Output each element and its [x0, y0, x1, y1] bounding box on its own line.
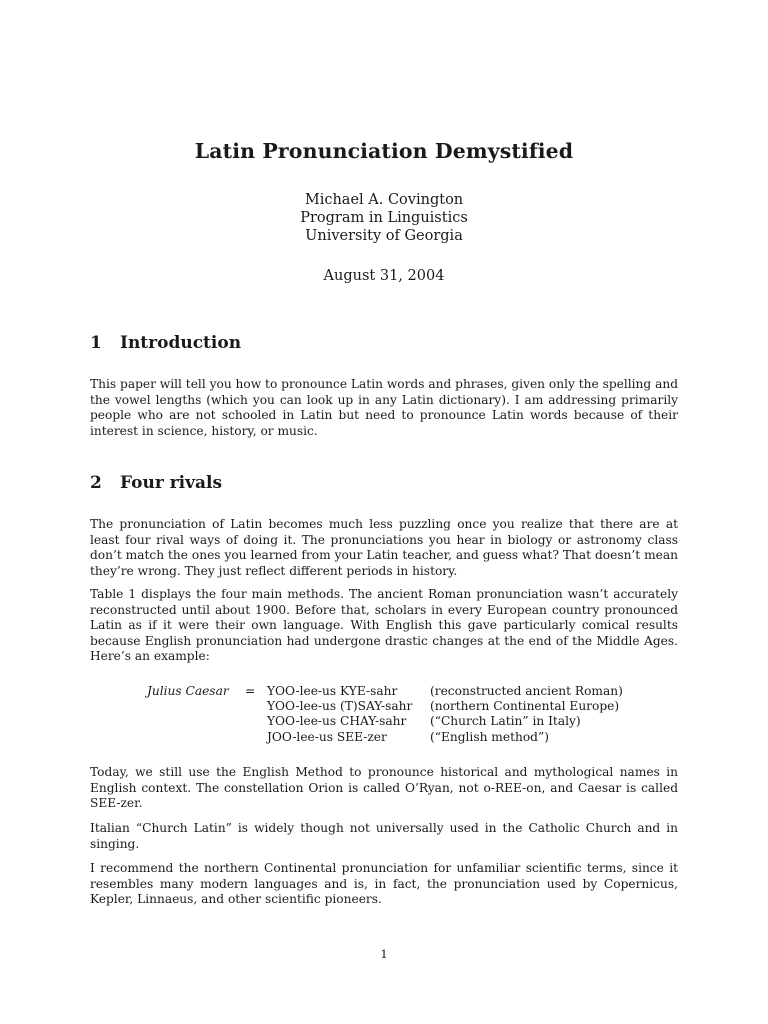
example-note: (“Church Latin” in Italy): [430, 714, 581, 729]
rivals-paragraph-3: Today, we still use the English Method to pronounce historical and mythological names in English context. The constellation Orion is called O’Ryan, not o-REE-on, and Caesar is called SEE-zer.: [90, 765, 678, 811]
rivals-paragraph-4: Italian “Church Latin” is widely though not universally used in the Catholic Church and in singing.: [90, 821, 678, 851]
rivals-paragraph-1: The pronunciation of Latin becomes much less puzzling once you realize that there are at least four rival ways of doing it. The pronunciations you hear in biology or astronomy class don’t match the ones you learned from your Latin teacher, and guess what? That doesn’t mean they’re wrong. They just reflect different periods in history.: [90, 517, 678, 578]
example-term: Julius Caesar: [147, 684, 229, 698]
example-row: [147, 730, 630, 745]
example-row: [147, 699, 630, 714]
example-row: [147, 684, 630, 699]
section-heading-four-rivals: [90, 473, 222, 493]
intro-paragraph: This paper will tell you how to pronounce Latin words and phrases, given only the spelling and the vowel lengths (which you can look up in any Latin dictionary). I am addressing primarily people who are not schooled in Latin but need to pronounce Latin words because of their interest in science, history, or music.: [90, 377, 678, 438]
example-pronunciation: YOO-lee-us KYE-sahr: [267, 684, 398, 698]
example-note: (“English method”): [430, 729, 549, 744]
author-name: Michael A. Covington: [304, 192, 464, 208]
rivals-paragraph-5: I recommend the northern Continental pronunciation for unfamiliar scientific terms, since it resembles many modern languages and is, in fact, the pronunciation used by Copernicus, Kepler, Linnaeus, and other scientific pioneers.: [90, 861, 678, 907]
example-note: (reconstructed ancient Roman): [430, 684, 623, 698]
page-number: 1: [380, 947, 388, 961]
author-institution: University of Georgia: [305, 228, 463, 244]
author-block: [0, 191, 768, 245]
rivals-paragraph-2: Table 1 displays the four main methods. The ancient Roman pronunciation wasn’t accurately reconstructed until about 1900. Before that, scholars in every European country pronounced Latin as if it were their own language. With English this gave particularly comical results because English pronunciation had undergone drastic changes at the end of the Middle Ages. Here’s an example:: [90, 587, 678, 664]
pronunciation-example: [147, 684, 630, 745]
section-title: Introduction: [120, 333, 242, 353]
section-heading-introduction: [90, 333, 241, 353]
example-row: [147, 714, 630, 729]
paper-title: Latin Pronunciation Demystified: [194, 139, 574, 163]
section-title: Four rivals: [120, 473, 223, 493]
example-pronunciation: YOO-lee-us (T)SAY-sahr: [267, 699, 413, 714]
example-equals: =: [245, 684, 256, 698]
author-program: Program in Linguistics: [300, 210, 468, 226]
section-number: 2: [90, 473, 102, 493]
example-pronunciation: JOO-lee-us SEE-zer: [267, 729, 387, 744]
section-number: 1: [90, 333, 102, 353]
example-note: (northern Continental Europe): [430, 699, 620, 714]
example-pronunciation: YOO-lee-us CHAY-sahr: [267, 714, 407, 729]
paper-date: August 31, 2004: [323, 268, 445, 284]
